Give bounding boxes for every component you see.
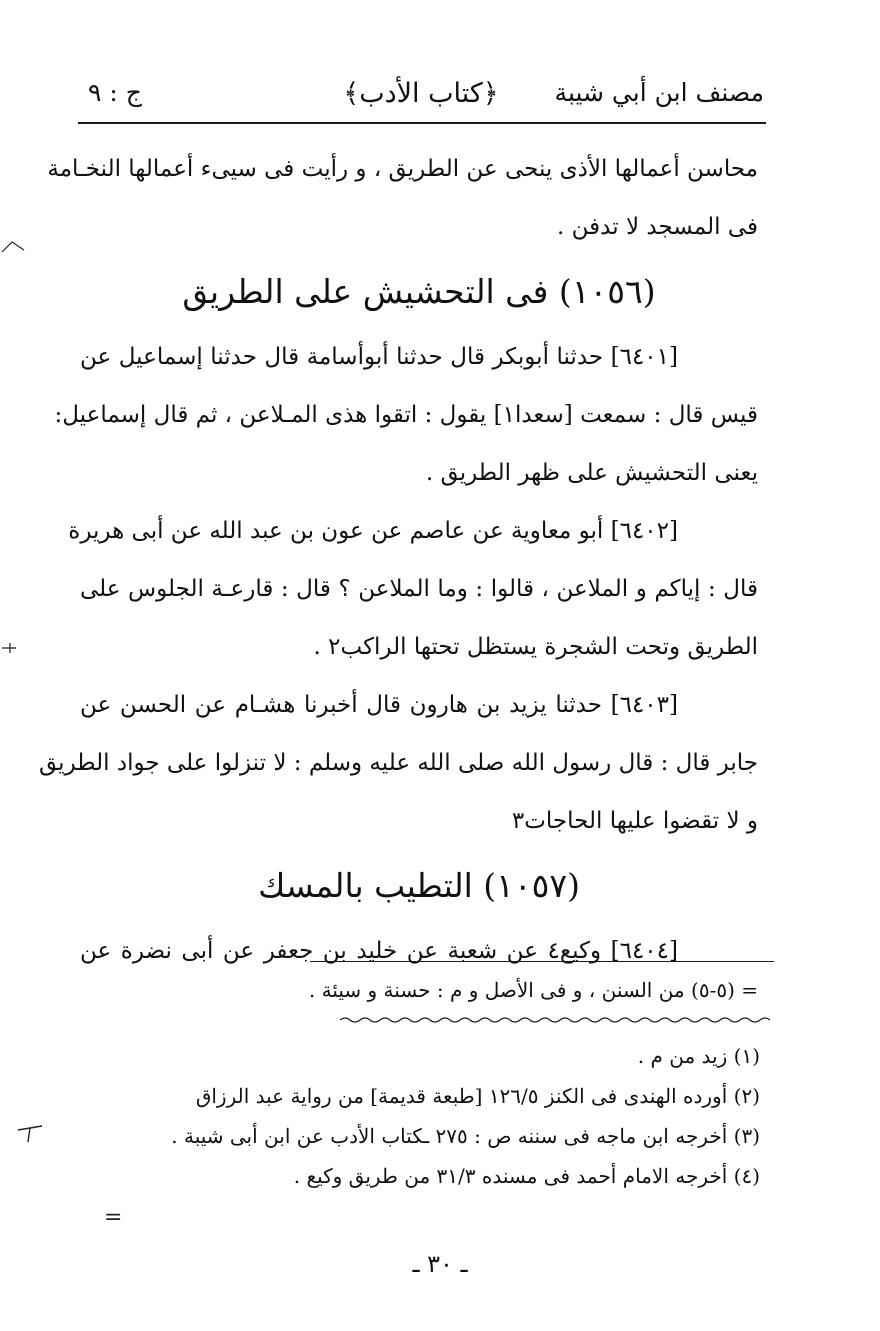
footnote-4: (٤) أخرجه الامام أحمد فى مسنده ٣١/٣ من طريق وكيع .	[293, 1164, 760, 1188]
footnote-wavy-rule	[340, 1016, 770, 1024]
hadith-6401-line: [٦٤٠١] حدثنا أبوبكر قال حدثنا أبوأسامة قال حدثنا إسماعيل عن	[80, 344, 678, 370]
hadith-6402-line: الطريق وتحت الشجرة يستظل تحتها الراكب٢ .	[313, 634, 758, 660]
hadith-6401-line: يعنى التحشيش على ظهر الطريق .	[425, 460, 758, 486]
chapter-title: ﴿كتاب الأدب﴾	[343, 78, 499, 109]
book-title: مصنف ابن أبي شيبة	[554, 78, 764, 107]
footnote-3: (٣) أخرجه ابن ماجه فى سننه ص : ٢٧٥ ـكتاب الأدب عن ابن أبى شيبة .	[171, 1124, 760, 1148]
hadith-6402-line: قال : إياكم و الملاعن ، قالوا : وما الملاعن ؟ قال : قارعـة الجلوس على	[80, 576, 758, 602]
header-rule	[78, 122, 766, 124]
footnote-rule	[310, 961, 774, 962]
page-number: ـ ٣٠ ـ	[412, 1250, 468, 1278]
hadith-6403-line: و لا تقضوا عليها الحاجات٣	[511, 808, 758, 834]
footnote-continuation: = (٥-٥) من السنن ، و فى الأصل و م : حسنة و سيئة .	[308, 978, 758, 1002]
hadith-6403-line: [٦٤٠٣] حدثنا يزيد بن هارون قال أخبرنا هشـام عن الحسن عن	[80, 692, 678, 718]
text-line: فى المسجد لا تدفن .	[557, 214, 758, 240]
main-text	[39, 140, 758, 980]
hadith-6404-line: [٦٤٠٤] وكيع٤ عن شعبة عن خليد بن جعفر عن أبى نضرة عن	[80, 938, 678, 964]
footnotes	[171, 1036, 760, 1196]
footnote-2: (٢) أورده الهندى فى الكنز ١٢٦/٥ [طبعة قديمة] من رواية عبد الرزاق	[195, 1084, 760, 1108]
section-heading-1057: (١٠٥٧) التطيب بالمسك	[258, 866, 580, 905]
margin-mark	[0, 640, 20, 656]
hadith-6402-line: [٦٤٠٢] أبو معاوية عن عاصم عن عون بن عبد الله عن أبى هريرة	[68, 518, 678, 544]
margin-mark	[16, 1120, 44, 1144]
volume-number: ج : ٩	[88, 78, 142, 107]
continues-mark: =	[104, 1205, 123, 1230]
hadith-6401-line: قيس قال : سمعت [سعدا١] يقول : اتقوا هذى المـلاعن ، ثم قال إسماعيل:	[54, 402, 758, 428]
running-header	[78, 70, 764, 120]
text-line: محاسن أعمالها الأذى ينحى عن الطريق ، و رأيت فى سيىء أعمالها النخـامة	[47, 156, 758, 182]
section-heading-1056: (١٠٥٦) فى التحشيش على الطريق	[182, 272, 656, 311]
footnote-1: (١) زيد من م .	[637, 1044, 760, 1068]
margin-mark	[0, 236, 26, 256]
hadith-6403-line: جابر قال : قال رسول الله صلى الله عليه وسلم : لا تنزلوا على جواد الطريق	[39, 750, 758, 776]
